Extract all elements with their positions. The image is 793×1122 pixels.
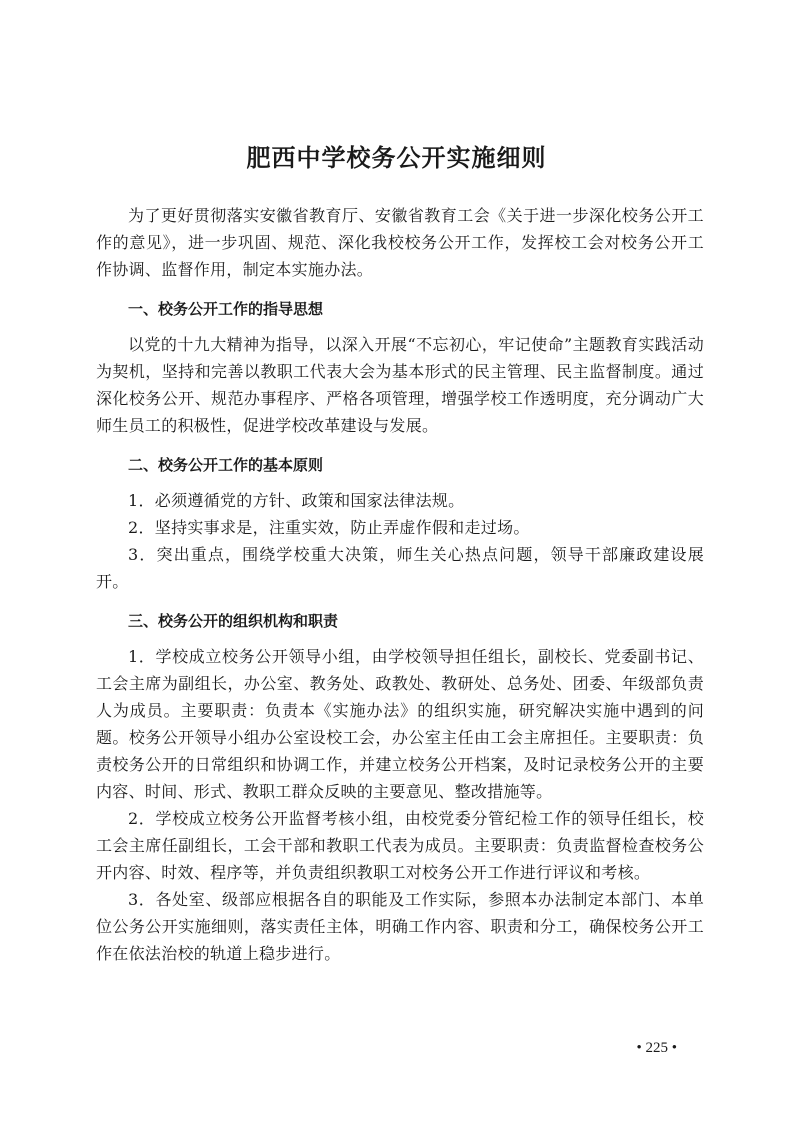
intro-paragraph: 为了更好贯彻落实安徽省教育厅、安徽省教育工会《关于进一步深化校务公开工作的意见》，进一步巩固、规范、深化我校校务公开工作，发挥校工会对校务公开工作协调、监督作用，制定本实施办法。	[96, 206, 704, 279]
section-heading-basic-principles: 二、校务公开工作的基本原则	[128, 456, 324, 474]
guiding-ideology-paragraph: 以党的十九大精神为指导，以深入开展“不忘初心，牢记使命”主题教育实践活动为契机，坚持和完善以教职工代表大会为基本形式的民主管理、民主监督制度。通过深化校务公开、规范办事程序、严格各项管理，增强学校工作透明度，充分调动广大师生员工的积极性，促进学校改革建设与发展。	[96, 335, 704, 435]
principle-item-1: 1．必须遵循党的方针、政策和国家法律法规。	[128, 491, 465, 510]
principle-item-3: 3．突出重点，围绕学校重大决策，师生关心热点问题，领导干部廉政建设展开。	[96, 545, 704, 591]
section-heading-organization: 三、校务公开的组织机构和职责	[128, 612, 339, 630]
section-heading-guiding-ideology: 一、校务公开工作的指导思想	[128, 300, 324, 318]
document-body	[96, 202, 704, 967]
organization-item-1: 1．学校成立校务公开领导小组，由学校领导担任组长，副校长、党委副书记、工会主席为副组长，办公室、教务处、政教处、教研处、总务处、团委、年级部负责人为成员。主要职责：负责本《实施办法》的组织实施，研究解决实施中遇到的问题。校务公开领导小组办公室设校工会，办公室主任由工会主席担任。主要职责：负责校务公开的日常组织和协调工作，并建立校务公开档案，及时记录校务公开的主要内容、时间、形式、教职工群众反映的主要意见、整改措施等。	[96, 647, 704, 801]
organization-item-2: 2．学校成立校务公开监督考核小组，由校党委分管纪检工作的领导任组长，校工会主席任副组长，工会干部和教职工代表为成员。主要职责：负责监督检查校务公开内容、时效、程序等，并负责组织教职工对校务公开工作进行评议和考核。	[96, 809, 704, 882]
principle-item-2: 2．坚持实事求是，注重实效，防止弄虚作假和走过场。	[128, 518, 530, 537]
document-title: 肥西中学校务公开实施细则	[246, 144, 547, 172]
page-number: • 225 •	[636, 1040, 677, 1056]
organization-item-3: 3．各处室、级部应根据各自的职能及工作实际，参照本办法制定本部门、本单位公务公开实施细则，落实责任主体，明确工作内容、职责和分工，确保校务公开工作在依法治校的轨道上稳步进行。	[96, 890, 704, 963]
